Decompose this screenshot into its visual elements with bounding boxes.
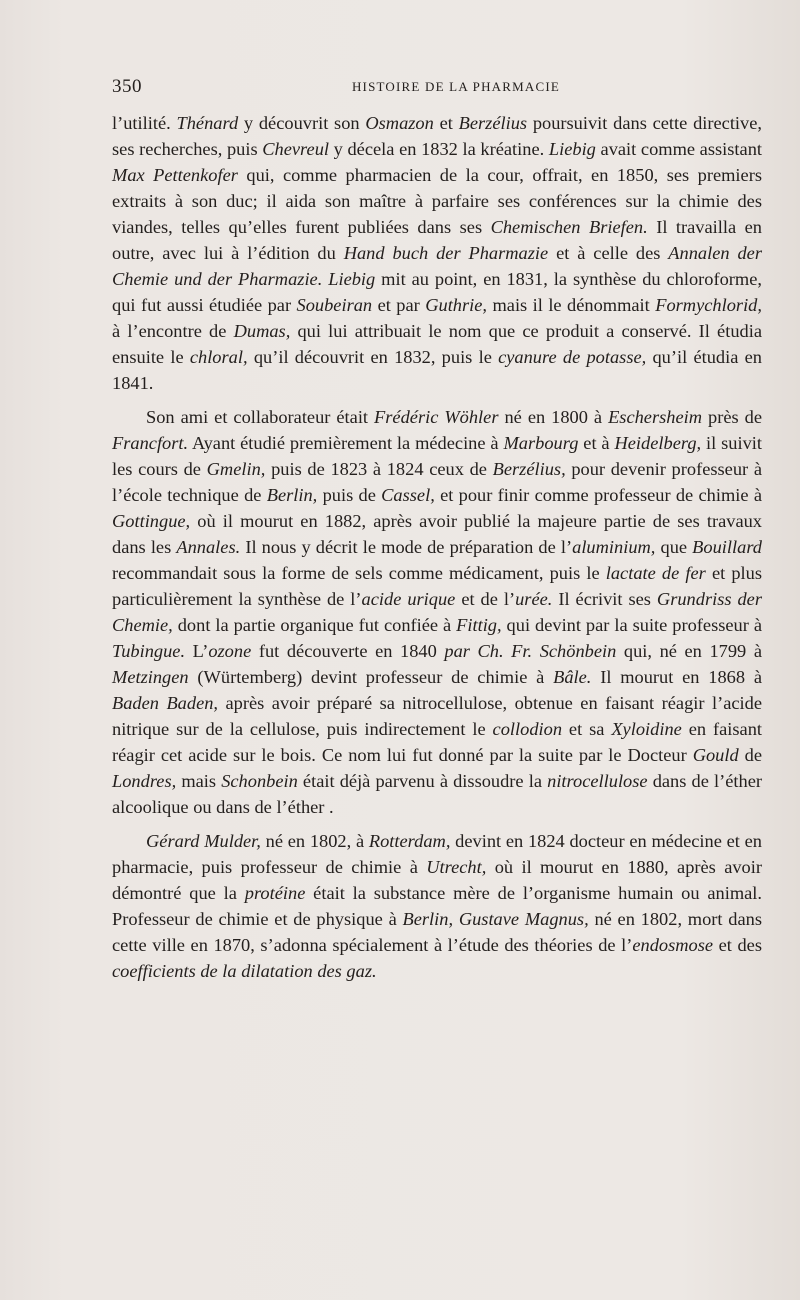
text-run: et par xyxy=(372,295,426,315)
italic-run: Frédéric Wöhler xyxy=(374,407,499,427)
italic-run: Marbourg xyxy=(503,433,579,453)
text-run: Son ami et collaborateur était xyxy=(146,407,375,427)
text-run: que xyxy=(655,537,693,557)
italic-run: Bouillard xyxy=(692,537,762,557)
italic-run: Soubeiran xyxy=(296,295,373,315)
italic-run: Gmelin, xyxy=(206,459,266,479)
text-run: il suivit les cours de xyxy=(112,433,762,479)
text-run: mais xyxy=(176,771,222,791)
italic-run: Xyloidine xyxy=(611,719,682,739)
paragraph xyxy=(112,828,762,984)
italic-run: Eschersheim xyxy=(608,407,703,427)
italic-run: Francfort. xyxy=(112,433,189,453)
paragraph xyxy=(112,404,762,820)
text-run: Il nous y décrit le mode de préparation de l’ xyxy=(240,537,573,557)
italic-run: Hand buch der Pharmazie xyxy=(343,243,549,263)
italic-run: Fittig, xyxy=(456,615,502,635)
italic-run: Heidelberg, xyxy=(614,433,702,453)
text-run: qu’il découvrit en 1832, puis le xyxy=(247,347,499,367)
italic-run: Grundriss der Chemie, xyxy=(112,589,763,635)
text-run: Il travailla en outre, avec lui à l’édition du xyxy=(112,217,762,263)
text-run: recommandait sous la forme de sels comme médicament, puis le xyxy=(112,563,606,583)
text-run: y décela en 1832 la kréatine. xyxy=(329,139,549,159)
italic-run: Gottingue, xyxy=(112,511,191,531)
italic-run: cyanure de potasse, xyxy=(498,347,647,367)
italic-run: acide urique xyxy=(361,589,456,609)
italic-run: Cassel, xyxy=(381,485,435,505)
text-run: dont la partie organique fut confiée à xyxy=(172,615,457,635)
text-run: et à xyxy=(578,433,615,453)
italic-run: Berzélius, xyxy=(492,459,566,479)
text-run: où il mourut en 1880, après avoir démontré que la xyxy=(112,857,762,903)
italic-run: lactate de fer xyxy=(605,563,706,583)
italic-run: Rotterdam, xyxy=(368,831,451,851)
text-run: et de l’ xyxy=(455,589,516,609)
text-run: et xyxy=(433,113,459,133)
italic-run: Thénard xyxy=(176,113,239,133)
italic-run: ozone xyxy=(208,641,252,661)
italic-run: Berzélius xyxy=(458,113,528,133)
text-run: qui lui attribuait le nom que ce produit a conservé. Il étudia ensuite le xyxy=(112,321,762,367)
text-run: et sa xyxy=(562,719,612,739)
italic-run: Gérard Mulder, xyxy=(146,831,261,851)
text-run: mit au point, en 1831, la synthèse du chloroforme, qui fut aussi étudiée par xyxy=(112,269,762,315)
italic-run: aluminium, xyxy=(572,537,656,557)
text-run: Il écrivit ses xyxy=(552,589,657,609)
text-run: et à celle des xyxy=(548,243,669,263)
italic-run: Dumas, xyxy=(233,321,291,341)
text-run: né en 1802, à xyxy=(260,831,369,851)
paragraph xyxy=(112,110,762,396)
text-run: qui devint par la suite professeur à xyxy=(501,615,762,635)
italic-run: Bâle. xyxy=(553,667,592,687)
italic-run: nitrocellulose xyxy=(547,771,648,791)
text-run: L’ xyxy=(185,641,209,661)
italic-run: Guthrie, xyxy=(425,295,488,315)
page-number: 350 xyxy=(112,76,142,97)
text-run: Il mourut en 1868 à xyxy=(591,667,762,687)
page-header xyxy=(112,76,760,98)
text-run: qui, né en 1799 à xyxy=(616,641,762,661)
italic-run: Schonbein xyxy=(221,771,298,791)
italic-run: Metzingen xyxy=(112,667,189,687)
italic-run: Annales. xyxy=(176,537,241,557)
italic-run: collodion xyxy=(492,719,563,739)
italic-run: chloral, xyxy=(189,347,248,367)
text-run: né en 1800 à xyxy=(498,407,609,427)
text-run: poursuivit dans cette directive, ses recherches, puis xyxy=(112,113,762,159)
italic-run: Tubingue. xyxy=(112,641,186,661)
text-run: et des xyxy=(713,935,762,955)
text-run: avait comme assistant xyxy=(595,139,762,159)
text-run: né en 1802, mort dans cette ville en 1870, s’adonna spécialement à l’étude des théories de l’ xyxy=(112,909,762,955)
italic-run: Londres, xyxy=(112,771,177,791)
text-run: était déjà parvenu à dissoudre la xyxy=(297,771,548,791)
text-run: puis de 1823 à 1824 ceux de xyxy=(265,459,493,479)
text-run: qu’il étudia en 1841. xyxy=(112,347,762,393)
italic-run: Chevreul xyxy=(262,139,329,159)
italic-run: Liebig xyxy=(328,269,376,289)
text-run: mais il le dénommait xyxy=(487,295,656,315)
italic-run: Max Pettenkofer xyxy=(112,165,238,185)
italic-run: par Ch. Fr. Schönbein xyxy=(444,641,617,661)
text-run: de xyxy=(738,745,762,765)
italic-run: Utrecht, xyxy=(426,857,487,877)
italic-run: endosmose xyxy=(632,935,714,955)
italic-run: protéine xyxy=(244,883,306,903)
text-run: et pour finir comme professeur de chimie à xyxy=(434,485,762,505)
italic-run: urée. xyxy=(515,589,553,609)
italic-run: Berlin, Gustave Magnus, xyxy=(402,909,589,929)
italic-run: Baden Baden, xyxy=(112,693,219,713)
italic-run: Formychlorid, xyxy=(655,295,762,315)
text-run: qui, comme pharmacien de la cour, offrait, en 1850, ses premiers extraits à son duc; il aida son maître à parfaire ses conférences sur la chimie des viandes, telles qu’elles furent publiées dans ses xyxy=(112,165,762,237)
text-run: près de xyxy=(702,407,763,427)
running-title: HISTOIRE DE LA PHARMACIE xyxy=(351,79,561,94)
text-run: en faisant réagir cet acide sur le bois. Ce nom lui fut donné par la suite par le Docteur xyxy=(112,719,762,765)
italic-run: coefficients de la dilatation des gaz. xyxy=(112,961,377,981)
text-run: pour devenir professeur à l’école technique de xyxy=(112,459,762,505)
text-run: et plus particulièrement la synthèse de l’ xyxy=(112,563,762,609)
text-run: Ayant étudié premièrement la médecine à xyxy=(188,433,504,453)
italic-run: Chemischen Briefen. xyxy=(490,217,648,237)
italic-run: Gould xyxy=(692,745,739,765)
text-run: (Würtemberg) devint professeur de chimie à xyxy=(188,667,554,687)
text-run: puis de xyxy=(317,485,382,505)
text-run: dans de l’éther alcoolique ou dans de l’éther . xyxy=(112,771,763,817)
text-run: fut découverte en 1840 xyxy=(251,641,445,661)
text-run: à l’encontre de xyxy=(112,321,234,341)
italic-run: Osmazon xyxy=(365,113,434,133)
body-text xyxy=(112,110,762,984)
text-run: y découvrit son xyxy=(238,113,366,133)
text-run: l’utilité. xyxy=(112,113,177,133)
text-run: où il mourut en 1882, après avoir publié la majeure partie de ses travaux dans les xyxy=(112,511,762,557)
italic-run: Annalen der Chemie und der Pharmazie. xyxy=(112,243,762,289)
italic-run: Berlin, xyxy=(266,485,318,505)
italic-run: Liebig xyxy=(548,139,596,159)
text-run: était la substance mère de l’organisme humain ou animal. Professeur de chimie et de physique à xyxy=(112,883,762,929)
text-run: devint en 1824 docteur en médecine et en pharmacie, puis professeur de chimie à xyxy=(112,831,763,877)
text-run: après avoir préparé sa nitrocellulose, obtenue en faisant réagir l’acide nitrique sur de la cellulose, puis indirectement le xyxy=(112,693,762,739)
